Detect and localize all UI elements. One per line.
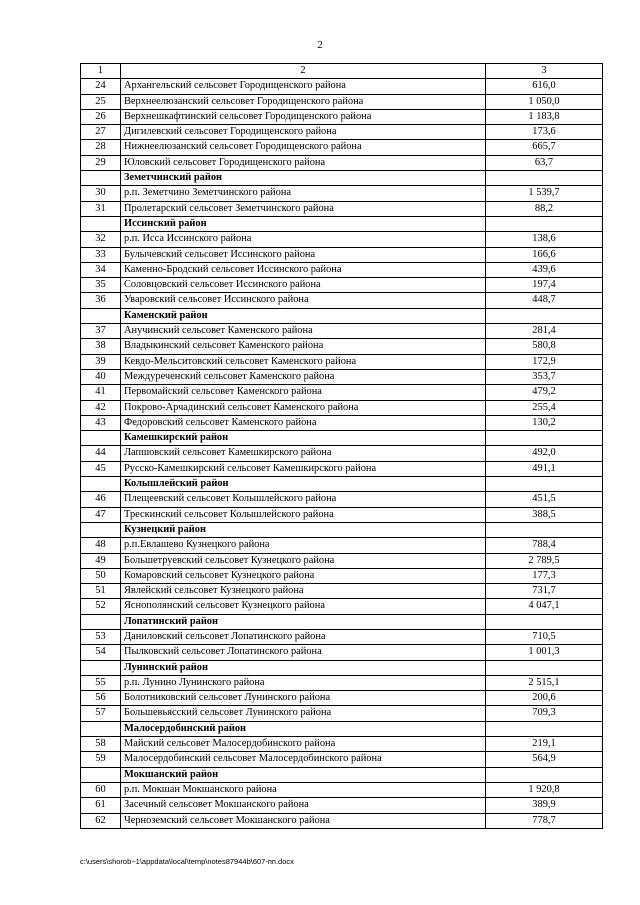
district-value-cell [486,431,603,446]
settlement-name: Федоровский сельсовет Каменского района [121,415,486,430]
settlement-name: Архангельский сельсовет Городищенского района [121,79,486,94]
district-header-row [81,522,603,537]
amount-value: 1 001,3 [486,645,603,660]
district-name: Лопатинский район [121,614,486,629]
table-row [81,507,603,522]
amount-value: 63,7 [486,155,603,170]
distribution-table [80,63,603,829]
settlement-name: Первомайский сельсовет Каменского района [121,385,486,400]
amount-value: 177,3 [486,568,603,583]
table-row [81,813,603,828]
settlement-name: Дигилевский сельсовет Городищенского района [121,125,486,140]
settlement-name: р.п. Исса Иссинского района [121,232,486,247]
amount-value: 439,6 [486,262,603,277]
table-row [81,629,603,644]
district-name: Лунинский район [121,660,486,675]
district-header-row [81,308,603,323]
table-body [81,64,603,829]
table-row [81,155,603,170]
settlement-name: р.п. Лунино Лунинского района [121,675,486,690]
row-number: 55 [81,675,121,690]
settlement-name: Пролетарский сельсовет Земетчинского района [121,201,486,216]
settlement-name: Явлейский сельсовет Кузнецкого района [121,584,486,599]
amount-value: 788,4 [486,538,603,553]
row-number: 49 [81,553,121,568]
row-number: 32 [81,232,121,247]
district-num-cell [81,767,121,782]
row-number: 44 [81,446,121,461]
settlement-name: Нижнеелюзанский сельсовет Городищенского района [121,140,486,155]
settlement-name: Владыкинский сельсовет Каменского района [121,339,486,354]
district-name: Земетчинский район [121,171,486,186]
district-num-cell [81,431,121,446]
amount-value: 200,6 [486,691,603,706]
row-number: 37 [81,324,121,339]
row-number: 53 [81,629,121,644]
table-row [81,293,603,308]
table-row [81,446,603,461]
settlement-name: Анучинский сельсовет Каменского района [121,324,486,339]
table-row [81,232,603,247]
table-row [81,140,603,155]
amount-value: 580,8 [486,339,603,354]
district-value-cell [486,767,603,782]
row-number: 47 [81,507,121,522]
district-name: Мокшанский район [121,767,486,782]
amount-value: 709,3 [486,706,603,721]
row-number: 54 [81,645,121,660]
district-name: Малосердобинский район [121,721,486,736]
table-row [81,782,603,797]
settlement-name: Уваровский сельсовет Иссинского района [121,293,486,308]
page-number: 2 [317,39,323,51]
settlement-name: Юловский сельсовет Городищенского района [121,155,486,170]
amount-value: 255,4 [486,400,603,415]
row-number: 36 [81,293,121,308]
table-row [81,553,603,568]
amount-value: 197,4 [486,278,603,293]
district-name: Колышлейский район [121,477,486,492]
row-number: 60 [81,782,121,797]
settlement-name: Междуреченский сельсовет Каменского района [121,369,486,384]
document-file-path: c:\users\shorob~1\appdata\local\temp\notes87944b\607-пп.docx [80,857,294,866]
row-number: 28 [81,140,121,155]
district-num-cell [81,522,121,537]
table-row [81,415,603,430]
table-row [81,752,603,767]
row-number: 40 [81,369,121,384]
row-number: 50 [81,568,121,583]
table-row [81,109,603,124]
amount-value: 2 789,5 [486,553,603,568]
settlement-name: Майский сельсовет Малосердобинского района [121,737,486,752]
settlement-name: Соловцовский сельсовет Иссинского района [121,278,486,293]
district-num-cell [81,477,121,492]
row-number: 24 [81,79,121,94]
district-name: Иссинский район [121,216,486,231]
row-number: 41 [81,385,121,400]
header-col-2: 2 [121,64,486,79]
settlement-name: Даниловский сельсовет Лопатинского района [121,629,486,644]
amount-value: 1 050,0 [486,94,603,109]
table-row [81,278,603,293]
amount-value: 491,1 [486,461,603,476]
amount-value: 616,0 [486,79,603,94]
table-row [81,324,603,339]
table-row [81,186,603,201]
table-row [81,706,603,721]
district-value-cell [486,522,603,537]
district-num-cell [81,171,121,186]
settlement-name: Черноземский сельсовет Мокшанского района [121,813,486,828]
row-number: 43 [81,415,121,430]
settlement-name: р.п. Мокшан Мокшанского района [121,782,486,797]
table-row [81,400,603,415]
amount-value: 564,9 [486,752,603,767]
settlement-name: Большевьясский сельсовет Лунинского района [121,706,486,721]
amount-value: 1 539,7 [486,186,603,201]
row-number: 30 [81,186,121,201]
district-header-row [81,431,603,446]
table-row [81,584,603,599]
row-number: 59 [81,752,121,767]
district-header-row [81,721,603,736]
row-number: 56 [81,691,121,706]
table-row [81,675,603,690]
table-row [81,737,603,752]
table-row [81,691,603,706]
row-number: 31 [81,201,121,216]
district-header-row [81,477,603,492]
settlement-name: Кевдо-Мельситовский сельсовет Каменского района [121,354,486,369]
row-number: 52 [81,599,121,614]
settlement-name: Верхнешкафтинский сельсовет Городищенского района [121,109,486,124]
district-header-row [81,216,603,231]
district-num-cell [81,308,121,323]
row-number: 58 [81,737,121,752]
table-row [81,538,603,553]
table-row [81,461,603,476]
amount-value: 731,7 [486,584,603,599]
settlement-name: Засечный сельсовет Мокшанского района [121,798,486,813]
header-col-3: 3 [486,64,603,79]
row-number: 51 [81,584,121,599]
settlement-name: Большетруевский сельсовет Кузнецкого района [121,553,486,568]
amount-value: 281,4 [486,324,603,339]
amount-value: 353,7 [486,369,603,384]
settlement-name: Верхнеелюзанский сельсовет Городищенского района [121,94,486,109]
settlement-name: Яснополянский сельсовет Кузнецкого района [121,599,486,614]
district-value-cell [486,216,603,231]
table-row [81,125,603,140]
amount-value: 1 183,8 [486,109,603,124]
row-number: 25 [81,94,121,109]
table-row [81,354,603,369]
district-name: Камешкирский район [121,431,486,446]
table-row [81,339,603,354]
settlement-name: р.п.Евлашево Кузнецкого района [121,538,486,553]
district-header-row [81,614,603,629]
district-name: Каменский район [121,308,486,323]
district-value-cell [486,477,603,492]
header-col-1: 1 [81,64,121,79]
amount-value: 451,5 [486,492,603,507]
row-number: 39 [81,354,121,369]
amount-value: 138,6 [486,232,603,247]
settlement-name: Комаровский сельсовет Кузнецкого района [121,568,486,583]
settlement-name: Пылковский сельсовет Лопатинского района [121,645,486,660]
amount-value: 173,6 [486,125,603,140]
table-row [81,385,603,400]
district-header-row [81,767,603,782]
amount-value: 166,6 [486,247,603,262]
table-row [81,492,603,507]
district-num-cell [81,721,121,736]
district-value-cell [486,721,603,736]
table-header-row [81,64,603,79]
settlement-name: Русско-Камешкирский сельсовет Камешкирского района [121,461,486,476]
settlement-name: Лапшовский сельсовет Камешкирского района [121,446,486,461]
table-row [81,798,603,813]
row-number: 34 [81,262,121,277]
amount-value: 1 920,8 [486,782,603,797]
row-number: 29 [81,155,121,170]
amount-value: 448,7 [486,293,603,308]
district-value-cell [486,660,603,675]
table-row [81,79,603,94]
district-header-row [81,660,603,675]
settlement-name: Булычевский сельсовет Иссинского района [121,247,486,262]
amount-value: 778,7 [486,813,603,828]
amount-value: 130,2 [486,415,603,430]
district-value-cell [486,171,603,186]
table-row [81,369,603,384]
district-num-cell [81,614,121,629]
district-header-row [81,171,603,186]
amount-value: 389,9 [486,798,603,813]
amount-value: 219,1 [486,737,603,752]
table-row [81,201,603,216]
row-number: 46 [81,492,121,507]
table-row [81,599,603,614]
settlement-name: Малосердобинский сельсовет Малосердобинского района [121,752,486,767]
row-number: 27 [81,125,121,140]
amount-value: 479,2 [486,385,603,400]
row-number: 45 [81,461,121,476]
district-value-cell [486,308,603,323]
amount-value: 710,5 [486,629,603,644]
row-number: 42 [81,400,121,415]
district-num-cell [81,660,121,675]
row-number: 62 [81,813,121,828]
row-number: 26 [81,109,121,124]
settlement-name: Покрово-Арчадинский сельсовет Каменского района [121,400,486,415]
amount-value: 388,5 [486,507,603,522]
settlement-name: р.п. Земетчино Земетчинского района [121,186,486,201]
amount-value: 2 515,1 [486,675,603,690]
settlement-name: Болотниковский сельсовет Лунинского района [121,691,486,706]
table-row [81,247,603,262]
table-row [81,94,603,109]
amount-value: 172,9 [486,354,603,369]
table-row [81,568,603,583]
row-number: 35 [81,278,121,293]
row-number: 57 [81,706,121,721]
settlement-name: Трескинский сельсовет Колышлейского района [121,507,486,522]
amount-value: 4 047,1 [486,599,603,614]
table-row [81,645,603,660]
row-number: 38 [81,339,121,354]
amount-value: 88,2 [486,201,603,216]
settlement-name: Плещеевский сельсовет Колышлейского района [121,492,486,507]
district-value-cell [486,614,603,629]
row-number: 48 [81,538,121,553]
table-row [81,262,603,277]
row-number: 33 [81,247,121,262]
settlement-name: Каменно-Бродский сельсовет Иссинского района [121,262,486,277]
district-name: Кузнецкий район [121,522,486,537]
row-number: 61 [81,798,121,813]
amount-value: 492,0 [486,446,603,461]
amount-value: 665,7 [486,140,603,155]
district-num-cell [81,216,121,231]
